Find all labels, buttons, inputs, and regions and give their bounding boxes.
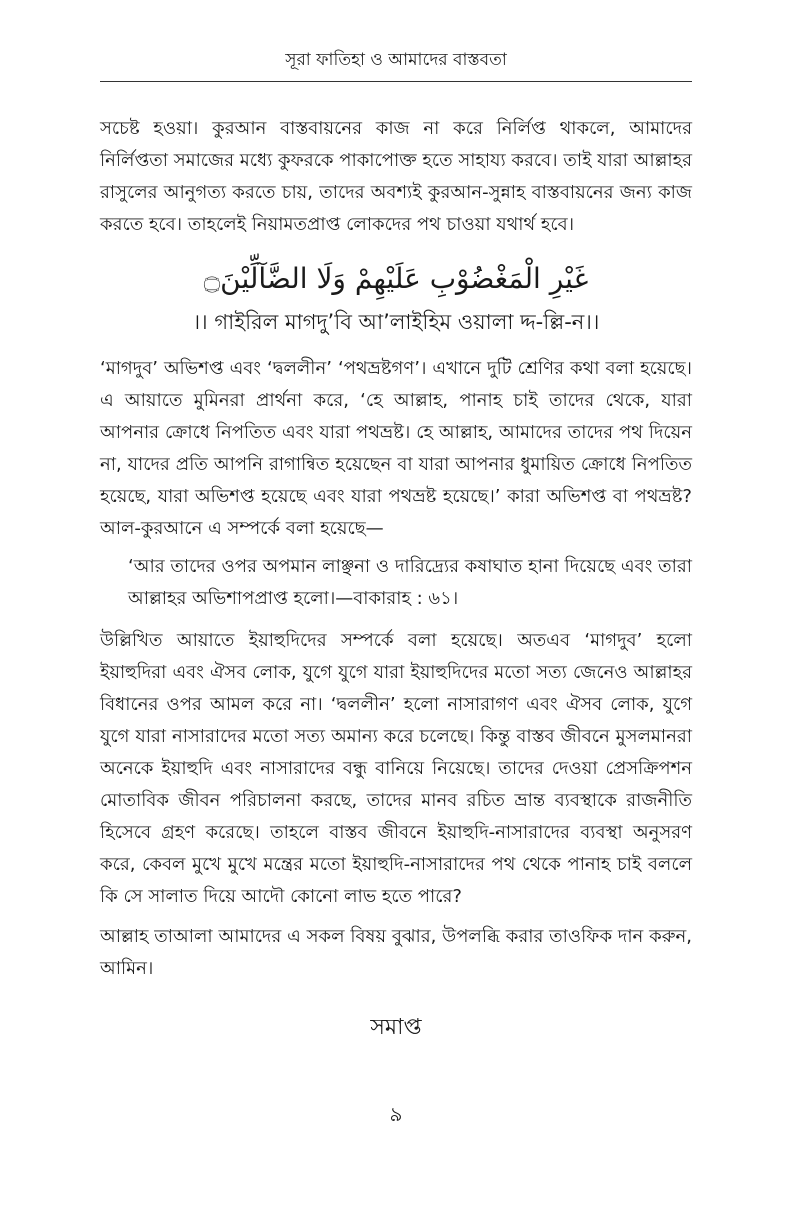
arabic-verse: غَيْرِ الْمَغْضُوْبِ عَلَيْهِمْ وَلَا الضَّآلِّيْنَ۝	[203, 262, 589, 295]
verse-transliteration: ।। গাইরিল মাগদু’বি আ’লাইহিম ওয়ালা দ্দ-ল্লি-ন।।	[192, 310, 600, 334]
closing-word: সমাপ্ত	[370, 1015, 422, 1040]
header-divider	[100, 81, 692, 82]
running-header: সূরা ফাতিহা ও আমাদের বাস্তবতা	[285, 50, 507, 70]
paragraph-1: সচেষ্ট হওয়া। কুরআন বাস্তবায়নের কাজ না করে নির্লিপ্ত থাকলে, আমাদের নির্লিপ্ততা সমাজের মধ্যে কুফরকে পাকাপোক্ত হতে সাহায্য করবে। তাই যারা আল্লাহর রাসুলের আনুগত্য করতে চায়, তাদের অবশ্যই কুরআন-সুন্নাহ বাস্তবায়নের জন্য কাজ করতে হবে। তাহলেই নিয়ামতপ্রাপ্ত লোকদের পথ চাওয়া যথার্থ হবে।	[100, 118, 692, 235]
paragraph-4: আল্লাহ তাআলা আমাদের এ সকল বিষয় বুঝার, উপলব্ধি করার তাওফিক দান করুন, আমিন।	[100, 926, 692, 979]
paragraph-2: ‘মাগদুব’ অভিশপ্ত এবং ‘দ্বললীন’ ‘পথভ্রষ্টগণ’। এখানে দুটি শ্রেণির কথা বলা হয়েছে। এ আয়াতে মুমিনরা প্রার্থনা করে, ‘হে আল্লাহ, পানাহ চাই তাদের থেকে, যারা আপনার ক্রোধে নিপতিত এবং যারা পথভ্রষ্ট। হে আল্লাহ, আমাদের তাদের পথ দিয়েন না, যাদের প্রতি আপনি রাগান্বিত হয়েছেন বা যারা আপনার ধুমায়িত ক্রোধে নিপতিত হয়েছে, যারা অভিশপ্ত হয়েছে এবং যারা পথভ্রষ্ট হয়েছে।’ কারা অভিশপ্ত বা পথভ্রষ্ট? আল-কুরআনে এ সম্পর্কে বলা হয়েছে—	[100, 358, 692, 539]
page-body	[100, 113, 692, 1045]
quran-quote: ‘আর তাদের ওপর অপমান লাঞ্ছনা ও দারিদ্র্যের কষাঘাত হানা দিয়েছে এবং তারা আল্লাহর অভিশাপপ্রাপ্ত হলো।—বাকারাহ : ৬১।	[128, 556, 692, 609]
paragraph-3: উল্লিখিত আয়াতে ইয়াহুদিদের সম্পর্কে বলা হয়েছে। অতএব ‘মাগদুব’ হলো ইয়াহুদিরা এবং ঐসব লোক, যুগে যুগে যারা ইয়াহুদিদের মতো সত্য জেনেও আল্লাহর বিধানের ওপর আমল করে না। ‘দ্বললীন’ হলো নাসারাগণ এবং ঐসব লোক, যুগে যুগে যারা নাসারাদের মতো সত্য অমান্য করে চলেছে। কিন্তু বাস্তব জীবনে মুসলমানরা অনেকে ইয়াহুদি এবং নাসারাদের বন্ধু বানিয়ে নিয়েছে। তাদের দেওয়া প্রেসক্রিপশন মোতাবিক জীবন পরিচালনা করছে, তাদের মানব রচিত ভ্রান্ত ব্যবস্থাকে রাজনীতি হিসেবে গ্রহণ করেছে। তাহলে বাস্তব জীবনে ইয়াহুদি-নাসারাদের ব্যবস্থা অনুসরণ করে, কেবল মুখে মুখে মন্ত্রের মতো ইয়াহুদি-নাসারাদের পথ থেকে পানাহ চাই বললে কি সে সালাত দিয়ে আদৌ কোনো লাভ হতে পারে?	[100, 630, 692, 907]
page-number: ৯	[389, 1102, 403, 1126]
